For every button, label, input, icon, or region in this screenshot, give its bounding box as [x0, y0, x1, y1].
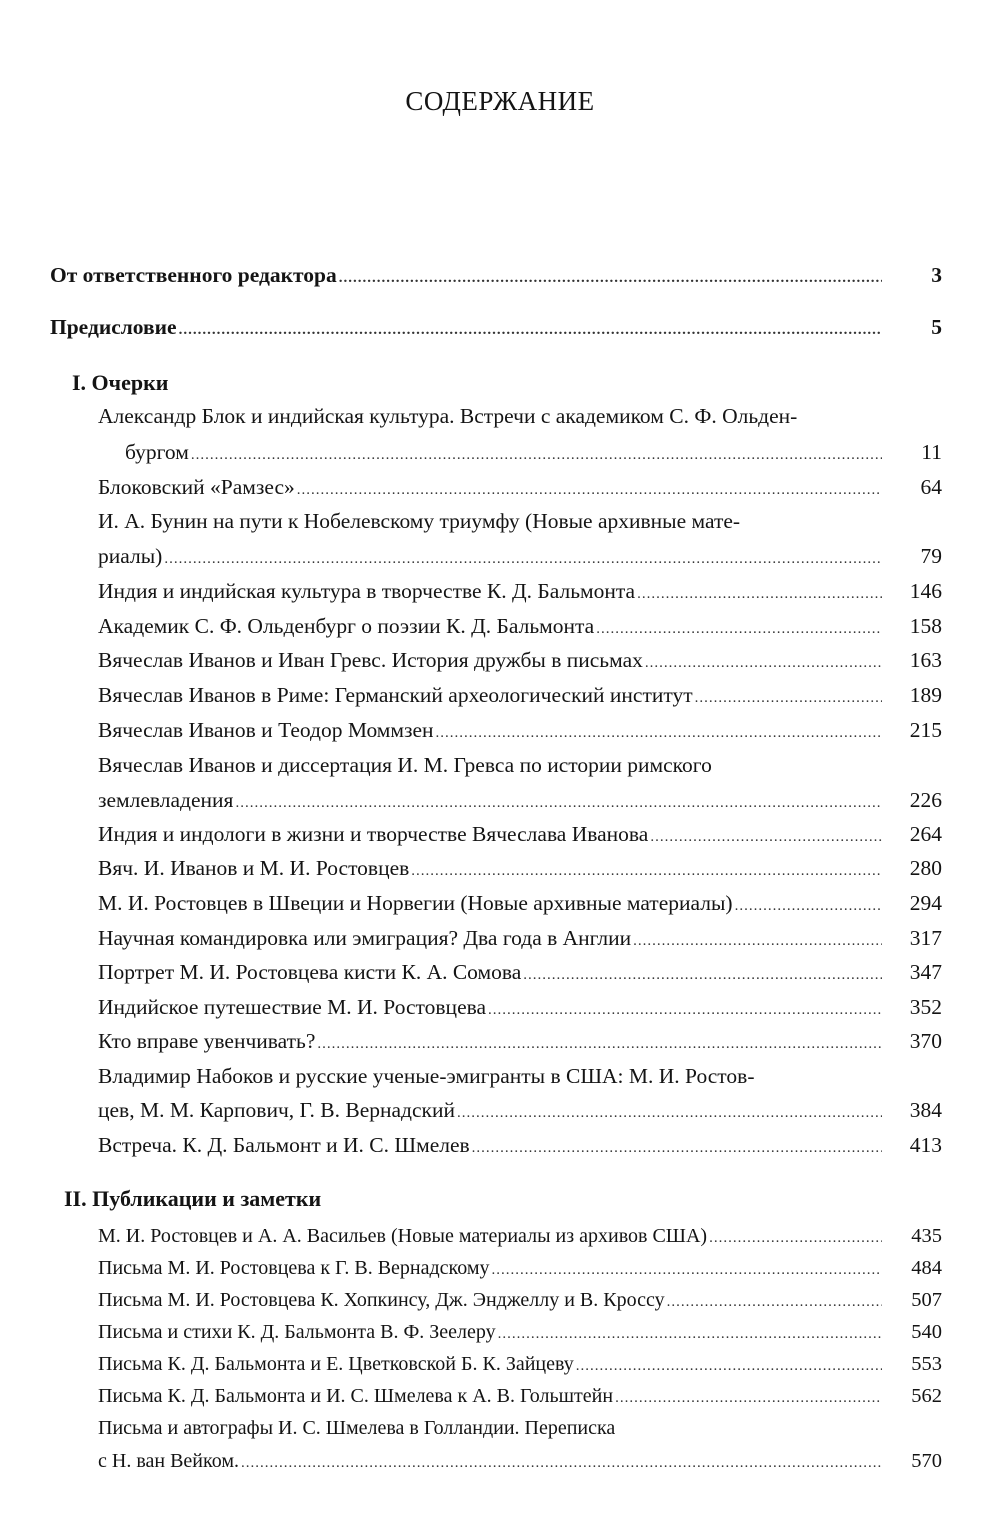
- toc-entry-page: 435: [911, 1225, 942, 1247]
- section-heading: II. Публикации и заметки: [64, 1186, 322, 1211]
- toc-entry-page: 5: [931, 315, 942, 339]
- toc-entry[interactable]: [98, 616, 942, 638]
- toc-entry[interactable]: [98, 790, 942, 812]
- toc-entry-title: М. И. Ростовцев и А. А. Васильев (Новые материалы из архивов США): [98, 1225, 708, 1247]
- toc-entry-title: Вяч. И. Иванов и М. И. Ростовцев: [98, 856, 410, 880]
- toc-entry[interactable]: [98, 1100, 942, 1122]
- leader-dots: [709, 1231, 882, 1246]
- leader-dots: [735, 899, 882, 914]
- toc-entry[interactable]: [98, 650, 942, 672]
- toc-entry-title-line1[interactable]: И. А. Бунин на пути к Нобелевскому триумфу (Новые архивные мате-: [98, 509, 741, 533]
- leader-dots: [339, 271, 882, 286]
- leader-dots: [472, 1141, 882, 1156]
- toc-entry[interactable]: [98, 858, 942, 880]
- toc-entry-title: М. И. Ростовцев в Швеции и Норвегии (Новые архивные материалы): [98, 891, 733, 915]
- leader-dots: [596, 622, 882, 637]
- toc-entry-page: 79: [920, 544, 942, 568]
- leader-dots: [436, 726, 882, 741]
- toc-entry-page: 507: [911, 1289, 942, 1311]
- toc-entry-page: 347: [909, 960, 942, 984]
- toc-entry-title: Академик С. Ф. Ольденбург о поэзии К. Д. Бальмонта: [98, 614, 595, 638]
- toc-entry-page: 562: [911, 1385, 942, 1407]
- toc-entry-page: 226: [909, 788, 942, 812]
- leader-dots: [317, 1037, 882, 1052]
- section-heading: I. Очерки: [72, 370, 169, 395]
- toc-entry-title-line2: бургом: [125, 440, 189, 464]
- leader-dots: [498, 1327, 882, 1342]
- toc-entry[interactable]: [98, 546, 942, 568]
- toc-entry-page: 11: [921, 440, 942, 464]
- toc-entry-title-line2: риалы): [98, 544, 163, 568]
- toc-entry-page: 352: [909, 995, 942, 1019]
- toc-entry-title-line2: цев, М. М. Карпович, Г. В. Вернадский: [98, 1098, 455, 1122]
- toc-entry-title: Вячеслав Иванов и Теодор Моммзен: [98, 718, 434, 742]
- toc-entry-page: 370: [909, 1029, 942, 1053]
- leader-dots: [492, 1263, 882, 1278]
- toc-entry[interactable]: [98, 581, 942, 603]
- toc-entry-title-line2: с Н. ван Вейком.: [98, 1450, 239, 1472]
- toc-entry-title: Блоковский «Рамзес»: [98, 475, 295, 499]
- toc-entry-page: 553: [911, 1353, 942, 1375]
- toc-entry[interactable]: [50, 265, 942, 287]
- leader-dots: [488, 1003, 882, 1018]
- toc-entry-page: 540: [911, 1321, 942, 1343]
- toc-entry-title: Кто вправе увенчивать?: [98, 1029, 316, 1053]
- leader-dots: [650, 830, 882, 845]
- toc-entry-title-line1[interactable]: Владимир Набоков и русские ученые-эмигранты в США: М. И. Ростов-: [98, 1064, 755, 1088]
- toc-entry-page: 215: [909, 718, 942, 742]
- toc-entry-title: Предисловие: [50, 315, 177, 339]
- toc-entry-page: 294: [909, 891, 942, 915]
- toc-entry-title: Научная командировка или эмиграция? Два года в Англии: [98, 926, 632, 950]
- toc-entry[interactable]: [98, 1031, 942, 1053]
- leader-dots: [235, 796, 882, 811]
- toc-entry-page: 484: [911, 1257, 942, 1279]
- toc-entry-title: Индийское путешествие М. И. Ростовцева: [98, 995, 487, 1019]
- leader-dots: [637, 587, 882, 602]
- leader-dots: [667, 1295, 882, 1310]
- toc-entry-page: 317: [909, 926, 942, 950]
- leader-dots: [191, 448, 882, 463]
- toc-entry-title-line2: землевладения: [98, 788, 234, 812]
- toc-entry-page: 158: [909, 614, 942, 638]
- toc-entry-title: Портрет М. И. Ростовцева кисти К. А. Сомова: [98, 960, 522, 984]
- toc-entry-title: Письма и стихи К. Д. Бальмонта В. Ф. Зеелеру: [98, 1321, 496, 1343]
- toc-entry-title: Письма К. Д. Бальмонта и Е. Цветковской Б. К. Зайцеву: [98, 1353, 574, 1375]
- toc-entry-page: 189: [909, 683, 942, 707]
- toc-entry-title: Письма М. И. Ростовцева к Г. В. Вернадскому: [98, 1257, 490, 1279]
- toc-entry[interactable]: [98, 685, 942, 707]
- toc-entry-page: 280: [909, 856, 942, 880]
- leader-dots: [633, 934, 882, 949]
- leader-dots: [179, 323, 882, 338]
- toc-entry-page: 64: [920, 475, 942, 499]
- toc-entry[interactable]: [98, 997, 942, 1019]
- toc-entry-page: 570: [911, 1450, 942, 1472]
- toc-entry[interactable]: [98, 928, 942, 950]
- toc-entry-title: Вячеслав Иванов в Риме: Германский археологический институт: [98, 683, 693, 707]
- leader-dots: [645, 656, 882, 671]
- toc-entry[interactable]: [98, 1258, 942, 1279]
- toc-entry-title: Письма М. И. Ростовцева К. Хопкинсу, Дж. Энджеллу и В. Кроссу: [98, 1289, 665, 1311]
- toc-entry-page: 384: [909, 1098, 942, 1122]
- leader-dots: [164, 552, 882, 567]
- toc-entry[interactable]: [98, 1386, 942, 1407]
- toc-entry-page: 146: [909, 579, 942, 603]
- toc-entry-page: 3: [931, 263, 942, 287]
- leader-dots: [241, 1456, 882, 1471]
- toc-entry-title: От ответственного редактора: [50, 263, 337, 287]
- toc-entry[interactable]: [125, 442, 942, 464]
- toc-entry-title: Письма К. Д. Бальмонта и И. С. Шмелева к А. В. Гольштейн: [98, 1385, 614, 1407]
- toc-entry[interactable]: [98, 1135, 942, 1157]
- leader-dots: [615, 1391, 882, 1406]
- page-title: СОДЕРЖАНИЕ: [405, 86, 595, 116]
- toc-entry-title: Индия и индийская культура в творчестве К. Д. Бальмонта: [98, 579, 636, 603]
- toc-entry-title-line1[interactable]: Вячеслав Иванов и диссертация И. М. Гревса по истории римского: [98, 753, 712, 777]
- toc-entry[interactable]: [98, 1451, 942, 1472]
- leader-dots: [411, 864, 882, 879]
- leader-dots: [695, 691, 882, 706]
- toc-entry[interactable]: [98, 1322, 942, 1343]
- toc-entry[interactable]: [98, 1290, 942, 1311]
- toc-entry[interactable]: [98, 1354, 942, 1375]
- toc-entry-title: Встреча. К. Д. Бальмонт и И. С. Шмелев: [98, 1133, 470, 1157]
- leader-dots: [576, 1359, 882, 1374]
- leader-dots: [523, 968, 882, 983]
- toc-entry[interactable]: [98, 962, 942, 984]
- toc-entry[interactable]: [98, 824, 942, 846]
- toc-entry-page: 163: [909, 648, 942, 672]
- toc-entry-page: 264: [909, 822, 942, 846]
- toc-entry[interactable]: [98, 477, 942, 499]
- toc-entry[interactable]: [98, 720, 942, 742]
- toc-entry[interactable]: [98, 893, 942, 915]
- toc-entry[interactable]: [98, 1226, 942, 1247]
- toc-entry-title-line1[interactable]: Александр Блок и индийская культура. Встречи с академиком С. Ф. Ольден-: [98, 404, 798, 428]
- leader-dots: [297, 483, 882, 498]
- leader-dots: [457, 1106, 882, 1121]
- toc-entry-title: Вячеслав Иванов и Иван Гревс. История дружбы в письмах: [98, 648, 643, 672]
- toc-entry-title-line1[interactable]: Письма и автографы И. С. Шмелева в Голландии. Переписка: [98, 1417, 616, 1439]
- toc-entry-title: Индия и индологи в жизни и творчестве Вячеслава Иванова: [98, 822, 649, 846]
- toc-entry[interactable]: [50, 317, 942, 339]
- toc-entry-page: 413: [909, 1133, 942, 1157]
